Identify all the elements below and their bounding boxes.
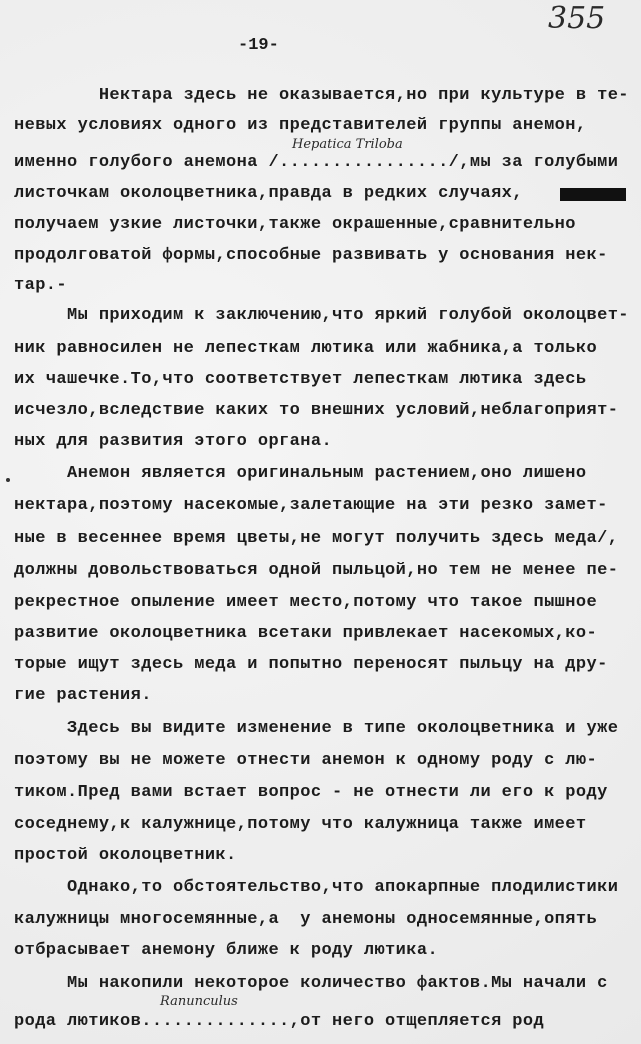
text-line: продолговатой формы,способные развивать у основания нек-: [14, 246, 608, 265]
text-line: получаем узкие листочки,также окрашенные,сравнительно: [14, 215, 576, 234]
text-line: невых условиях одного из представителей группы анемон,: [14, 116, 587, 135]
margin-mark: [6, 478, 10, 482]
text-line: именно голубого анемона /................/,мы за голубыми: [14, 153, 619, 172]
text-line: простой околоцветник.: [14, 846, 237, 865]
text-line: Здесь вы видите изменение в типе околоцветника и уже: [14, 719, 619, 738]
text-line: ник равносилен не лепесткам лютика или жабника,а только: [14, 339, 598, 358]
text-line: тар.-: [14, 276, 68, 295]
text-line: Анемон является оригинальным растением,оно лишено: [14, 464, 587, 483]
text-line: их чашечке.То,что соответствует лепесткам лютика здесь: [14, 370, 587, 389]
handwritten-species-name: Hepatica Triloba: [292, 137, 403, 152]
page-number: -19-: [238, 36, 279, 55]
text-line: ных для развития этого органа.: [14, 432, 333, 451]
text-line: нектара,поэтому насекомые,залетающие на эти резко замет-: [14, 496, 608, 515]
text-line: должны довольствоваться одной пыльцой,но тем не менее пе-: [14, 561, 619, 580]
text-line: листочкам околоцветника,правда в редких случаях,: [14, 184, 523, 203]
text-line: Мы накопили некоторое количество фактов.Мы начали с: [14, 974, 608, 993]
text-line: торые ищут здесь меда и попытно переносят пыльцу на дру-: [14, 655, 608, 674]
text-line: поэтому вы не можете отнести анемон к одному роду с лю-: [14, 751, 598, 770]
struck-out-text: [560, 188, 626, 201]
archive-number-handwritten: 355: [548, 1, 606, 36]
text-line: рода лютиков..............,от него отщепляется род: [14, 1012, 545, 1031]
text-line: рекрестное опыление имеет место,потому что такое пышное: [14, 593, 598, 612]
handwritten-genus-name: Ranunculus: [160, 994, 238, 1009]
text-line: калужницы многосемянные,а у анемоны односемянные,опять: [14, 910, 598, 929]
text-line: отбрасывает анемону ближе к роду лютика.: [14, 941, 439, 960]
text-line: Нектара здесь не оказывается,но при культуре в те-: [14, 86, 629, 105]
text-line: исчезло,вследствие каких то внешних условий,неблагоприят-: [14, 401, 619, 420]
text-line: гие растения.: [14, 686, 152, 705]
text-line: Однако,то обстоятельство,что апокарпные плодилистики: [14, 878, 619, 897]
text-line: соседнему,к калужнице,потому что калужница также имеет: [14, 815, 587, 834]
text-line: Мы приходим к заключению,что яркий голубой околоцвет-: [14, 306, 629, 325]
text-line: тиком.Пред вами встает вопрос - не отнести ли его к роду: [14, 783, 608, 802]
text-line: развитие околоцветника всетаки привлекает насекомых,ко-: [14, 624, 598, 643]
text-line: ные в весеннее время цветы,не могут получить здесь меда/,: [14, 529, 619, 548]
